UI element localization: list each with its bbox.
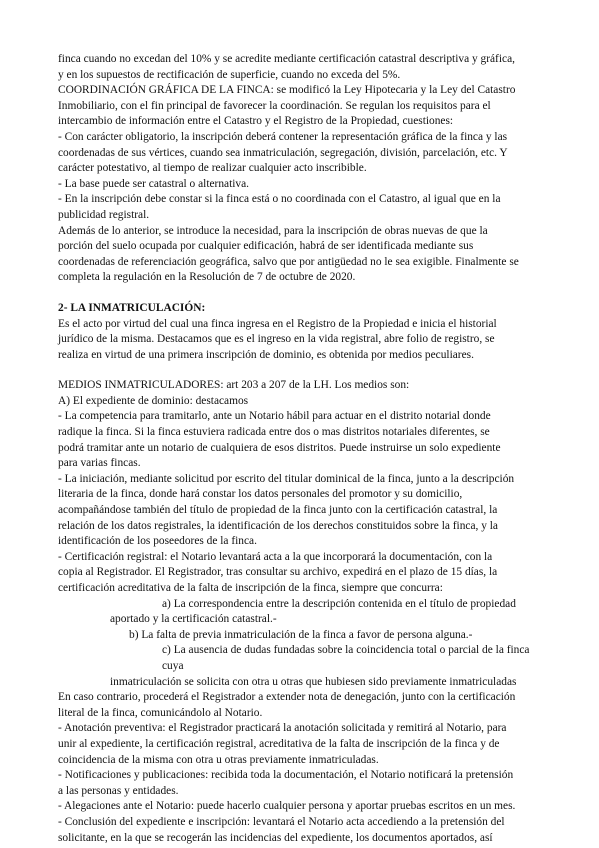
text-line: realiza en virtud de una primera inscripción de dominio, es obtenida por medios peculiares. xyxy=(58,348,474,361)
text-line: - Conclusión del expediente e inscripción: levantará el Notario acta accediendo a la pretensión del xyxy=(58,815,505,828)
text-line: jurídico de la misma. Destacamos que es el ingreso en la vida registral, abre folio de registro, se xyxy=(58,333,495,346)
text-line: - Alegaciones ante el Notario: puede hacerlo cualquier persona y aportar pruebas escritos en un mes. xyxy=(58,800,516,813)
text-line: certificación acreditativa de la falta de inscripción de la finca, siempre que concurra: xyxy=(58,582,443,594)
text-line: identificación de los poseedores de la finca. xyxy=(58,535,257,548)
list-item: c) La ausencia de dudas fundadas sobre la coincidencia total o parcial de la finca cuya xyxy=(162,644,530,672)
text-line: finca cuando no excedan del 10% y se acredite mediante certificación catastral descriptiva y gráfica, xyxy=(58,53,515,65)
text-line: podrá tramitar ante un notario de cualquiera de esos distritos. Puede instruirse un solo expediente xyxy=(58,441,501,454)
text-line: Inmobiliario, con el fin principal de favorecer la coordinación. Se regulan los requisitos para el xyxy=(58,99,491,112)
text-line: En caso contrario, procederá el Registrador a extender nota de denegación, junto con la certificación xyxy=(58,691,516,704)
text-line: y en los supuestos de rectificación de superficie, cuando no exceda del 5%. xyxy=(58,68,401,81)
text-line: COORDINACIÓN GRÁFICA DE LA FINCA: se modificó la Ley Hipotecaria y la Ley del Catastro xyxy=(58,84,516,97)
text-line: carácter potestativo, al tiempo de realizar cualquier acto inscribible. xyxy=(58,162,367,175)
text-line: - Notificaciones y publicaciones: recibida toda la documentación, el Notario notificará la pretensión xyxy=(58,769,514,782)
text-line: - Con carácter obligatorio, la inscripción deberá contener la representación gráfica de la finca y las xyxy=(58,130,508,143)
text-line: literaria de la finca, donde hará constar los datos personales del promotor y su domicilio, xyxy=(58,488,463,501)
paragraph-gap xyxy=(58,363,542,378)
text-line: solicitante, en la que se recogerán las incidencias del expediente, los documentos aportados, así xyxy=(58,831,493,844)
text-line: coordenadas de sus vértices, cuando sea inmatriculación, segregación, división, parcelación, etc. Y xyxy=(58,146,508,159)
text-line: - La base puede ser catastral o alternativa. xyxy=(58,177,250,190)
text-line: completa la regulación en la Resolución de 7 de octubre de 2020. xyxy=(58,271,356,284)
text-line: - En la inscripción debe constar si la finca está o no coordinada con el Catastro, al igual que en la xyxy=(58,193,501,206)
text-line: - La competencia para tramitarlo, ante un Notario hábil para actuar en el distrito notarial donde xyxy=(58,410,491,423)
text-line: aportado y la certificación catastral.- xyxy=(110,613,277,626)
text-line: literal de la finca, comunicándolo al Notario. xyxy=(58,706,263,719)
list-item: b) La falta de previa inmatriculación de la finca a favor de persona alguna.- xyxy=(129,628,473,641)
text-line: MEDIOS INMATRICULADORES: art 203 a 207 de la LH. Los medios son: xyxy=(58,379,410,392)
text-line: - La iniciación, mediante solicitud por escrito del titular dominical de la finca, junto a la descripción xyxy=(58,472,515,485)
text-line: radique la finca. Si la finca estuviera radicada entre dos o mas distritos notariales diferentes, se xyxy=(58,426,490,439)
text-line: - Anotación preventiva: el Registrador practicará la anotación solicitada y remitirá al Notario, para xyxy=(58,722,507,735)
text-line: unir al expediente, la certificación registral, acreditativa de la falta de inscripción de la finca y de xyxy=(58,737,500,750)
section-heading: 2- LA INMATRICULACIÓN: xyxy=(58,301,206,314)
list-item: a) La correspondencia entre la descripción contenida en el título de propiedad xyxy=(162,597,516,610)
text-line: coincidencia de la misma con otra u otras previamente inmatriculadas. xyxy=(58,753,379,766)
text-line: copia al Registrador. El Registrador, tras consultar su archivo, expedirá en el plazo de 15 días, la xyxy=(58,566,498,579)
text-line: porción del suelo ocupada por cualquier edificación, habrá de ser identificada mediante sus xyxy=(58,240,474,253)
text-line: Además de lo anterior, se introduce la necesidad, para la inscripción de obras nuevas de que la xyxy=(58,224,488,237)
text-line: coordenadas de referenciación geográfica, salvo que por antigüedad no le sea exigible. Finalmente se xyxy=(58,255,519,268)
text-line: publicidad registral. xyxy=(58,208,150,221)
paragraph-gap xyxy=(58,286,542,301)
text-line: intercambio de información entre el Catastro y el Registro de la Propiedad, cuestiones: xyxy=(58,115,454,128)
text-line: inmatriculación se solicita con otra u otras que hubiesen sido previamente inmatriculadas xyxy=(110,675,517,688)
text-line: A) El expediente de dominio: destacamos xyxy=(58,394,249,407)
text-line: relación de los datos registrales, la identificación de los derechos constituidos sobre la finca, y la xyxy=(58,519,498,532)
text-line: a las personas y entidades. xyxy=(58,784,179,797)
text-line: Es el acto por virtud del cual una finca ingresa en el Registro de la Propiedad e inicia el historial xyxy=(58,317,497,330)
text-line: acompañándose también del título de propiedad de la finca junto con la certificación catastral, la xyxy=(58,504,498,517)
text-line: para varias fincas. xyxy=(58,457,141,470)
text-line: - Certificación registral: el Notario levantará acta a la que incorporará la documentación, con la xyxy=(58,550,493,563)
